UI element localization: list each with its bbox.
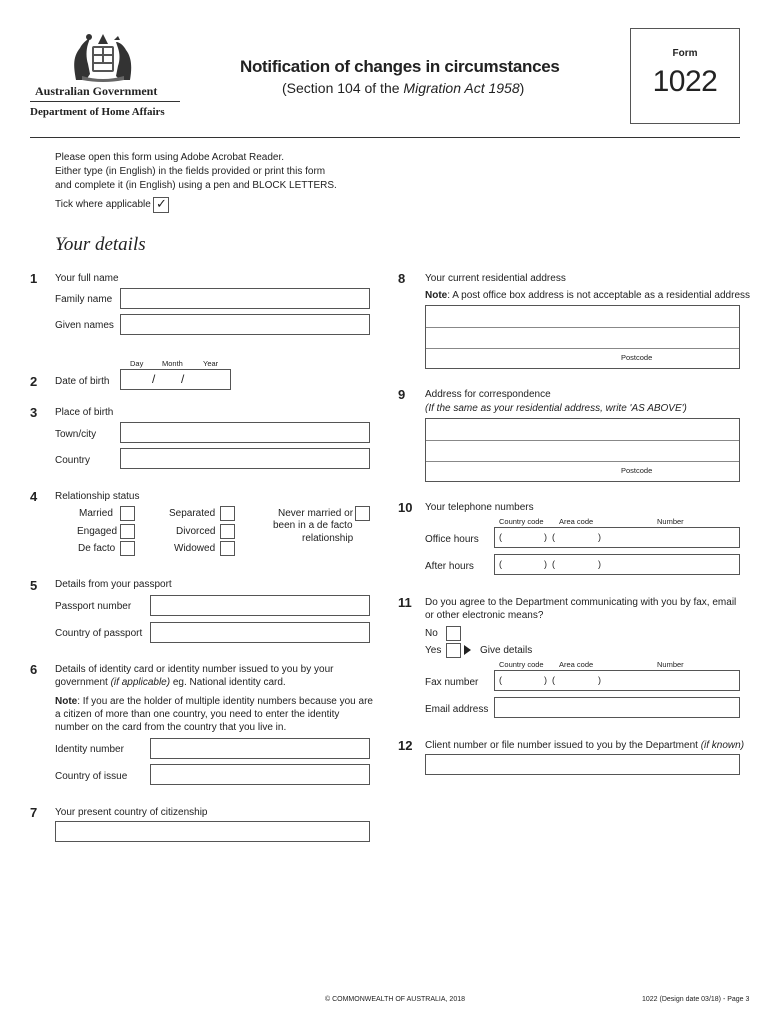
dob-year-caption: Year [203, 359, 219, 368]
subtitle-act: Migration Act 1958 [403, 80, 520, 96]
residential-postcode-caption: Postcode [621, 353, 653, 362]
id-country-label: Country of issue [55, 771, 128, 782]
family-name-input[interactable] [120, 288, 370, 309]
after-paren-open: ( [499, 559, 502, 569]
q6-label-line-2 [55, 677, 286, 688]
dob-day-caption: Day [130, 359, 144, 368]
q4-number: 4 [30, 489, 38, 504]
q11-label-line-1: Do you agree to the Department communicating with you by fax, email [425, 597, 737, 608]
passport-country-label: Country of passport [55, 628, 143, 639]
fax-number-label: Fax number [425, 677, 479, 688]
married-checkbox[interactable] [120, 506, 135, 521]
after-hours-phone-input[interactable] [494, 554, 740, 575]
q8-note [425, 290, 750, 301]
fax-area-code-caption: Area code [559, 660, 594, 669]
identity-number-input[interactable] [150, 738, 370, 759]
q2-number: 2 [30, 374, 38, 389]
q8-label: Your current residential address [425, 273, 566, 284]
passport-country-input[interactable] [150, 622, 370, 643]
dept-name: Department of Home Affairs [30, 106, 165, 118]
married-label: Married [79, 508, 113, 519]
electronic-yes-checkbox[interactable] [446, 643, 461, 658]
defacto-label: De facto [78, 543, 116, 554]
form-number: 1022 [652, 65, 718, 98]
engaged-checkbox[interactable] [120, 524, 135, 539]
q11-label-line-2: or other electronic means? [425, 610, 544, 621]
subtitle-pre: (Section 104 of the [282, 80, 404, 96]
never-married-label-3: relationship [302, 533, 354, 544]
office-hours-label: Office hours [425, 534, 479, 545]
electronic-no-checkbox[interactable] [446, 626, 461, 641]
engaged-label: Engaged [77, 526, 118, 537]
office-hours-phone-input[interactable] [494, 527, 740, 548]
passport-number-input[interactable] [150, 595, 370, 616]
header-logo-divider [30, 101, 180, 102]
correspondence-postcode-caption: Postcode [621, 466, 653, 475]
widowed-checkbox[interactable] [220, 541, 235, 556]
q7-number: 7 [30, 805, 38, 820]
q9-number: 9 [398, 387, 406, 402]
phone-number-caption: Number [657, 517, 684, 526]
q12-label-text: Client number or file number issued to you by the Department [425, 740, 701, 751]
q8-note-text: : A post office box address is not acceptable as a residential address [447, 290, 751, 301]
form-label: Form [672, 48, 698, 59]
after-paren-close: ) [598, 559, 601, 569]
q3-label: Place of birth [55, 407, 114, 418]
q9-hint: (If the same as your residential address, write 'AS ABOVE') [425, 403, 687, 414]
section-title: Your details [55, 234, 146, 255]
family-name-label: Family name [55, 294, 113, 305]
q6-label-italic: (if applicable) [110, 677, 171, 688]
divorced-label: Divorced [176, 526, 216, 537]
id-country-input[interactable] [150, 764, 370, 785]
fax-number-input[interactable] [494, 670, 740, 691]
email-address-label: Email address [425, 704, 489, 715]
correspondence-address-input[interactable] [425, 418, 740, 482]
q2-label: Date of birth [55, 376, 110, 387]
yes-label: Yes [425, 645, 442, 656]
give-details-label: Give details [480, 645, 533, 656]
q6-note-line-1 [55, 696, 373, 707]
q6-label-pre: government [55, 677, 111, 688]
given-names-input[interactable] [120, 314, 370, 335]
after-hours-label: After hours [425, 561, 474, 572]
coat-of-arms-logo [68, 30, 138, 82]
fax-paren-close: ) [598, 675, 601, 685]
residential-address-line-divider-2 [426, 348, 739, 349]
no-label: No [425, 628, 438, 639]
q3-number: 3 [30, 405, 38, 420]
q10-label: Your telephone numbers [425, 502, 534, 513]
office-paren-mid: ) ( [544, 532, 555, 542]
gov-name: Australian Government [35, 84, 158, 98]
q6-label-line-1: Details of identity card or identity number issued to you by your [55, 664, 334, 675]
q6-note-bold: Note [55, 696, 78, 707]
never-married-label-1: Never married or [278, 508, 354, 519]
citizenship-input[interactable] [55, 821, 370, 842]
q5-number: 5 [30, 578, 38, 593]
defacto-checkbox[interactable] [120, 541, 135, 556]
fax-paren-open: ( [499, 675, 502, 685]
q7-label: Your present country of citizenship [55, 807, 208, 818]
q8-number: 8 [398, 271, 406, 286]
email-address-input[interactable] [494, 697, 740, 718]
separated-label: Separated [169, 508, 216, 519]
office-paren-open: ( [499, 532, 502, 542]
dob-separator-2: / [181, 372, 185, 386]
never-married-label-2: been in a de facto [273, 520, 353, 531]
correspondence-address-line-divider-2 [426, 461, 739, 462]
fax-country-code-caption: Country code [499, 660, 544, 669]
q9-label: Address for correspondence [425, 389, 551, 400]
q11-number: 11 [398, 595, 412, 610]
tick-example-checkbox [153, 197, 169, 213]
q6-note-line-3: number on the card from the country that you live in. [55, 722, 287, 733]
q6-label-post: eg. National identity card. [170, 677, 286, 688]
town-city-label: Town/city [55, 429, 97, 440]
residential-address-input[interactable] [425, 305, 740, 369]
given-names-label: Given names [55, 320, 114, 331]
q10-number: 10 [398, 500, 413, 515]
form-number-box [630, 28, 740, 124]
q5-label: Details from your passport [55, 579, 172, 590]
q12-number: 12 [398, 738, 413, 753]
birth-country-label: Country [55, 455, 91, 466]
q8-note-bold: Note [425, 290, 448, 301]
footer-copyright: © COMMONWEALTH OF AUSTRALIA, 2018 [325, 996, 465, 1003]
page-title: Notification of changes in circumstances [240, 57, 560, 76]
client-number-input[interactable] [425, 754, 740, 775]
instruction-line-2: Either type (in English) in the fields provided or print this form [55, 166, 326, 177]
q6-note-line-2: a citizen of more than one country, you need to enter the identity [55, 709, 340, 720]
widowed-label: Widowed [174, 543, 216, 554]
subtitle-post: ) [519, 80, 525, 96]
q12-label-italic: (if known) [700, 740, 745, 751]
phone-area-code-caption: Area code [559, 517, 594, 526]
q12-label [425, 740, 744, 751]
town-city-input[interactable] [120, 422, 370, 443]
birth-country-input[interactable] [120, 448, 370, 469]
office-paren-close: ) [598, 532, 601, 542]
dob-separator-1: / [152, 372, 156, 386]
identity-number-label: Identity number [55, 744, 124, 755]
never-married-checkbox[interactable] [355, 506, 370, 521]
q6-number: 6 [30, 662, 38, 677]
passport-number-label: Passport number [55, 601, 132, 612]
instruction-line-3: and complete it (in English) using a pen and BLOCK LETTERS. [55, 180, 337, 191]
q1-label: Your full name [55, 273, 119, 284]
tick-instruction-label: Tick where applicable [55, 199, 151, 210]
tick-mark-icon: ✓ [156, 196, 167, 211]
divorced-checkbox[interactable] [220, 524, 235, 539]
dob-month-caption: Month [162, 359, 183, 368]
after-paren-mid: ) ( [544, 559, 555, 569]
arrow-right-icon [464, 645, 471, 655]
date-of-birth-input[interactable] [120, 369, 231, 390]
phone-country-code-caption: Country code [499, 517, 544, 526]
fax-number-caption: Number [657, 660, 684, 669]
correspondence-address-line-divider [426, 440, 739, 441]
q1-number: 1 [30, 271, 38, 286]
fax-paren-mid: ) ( [544, 675, 555, 685]
footer-page-info: 1022 (Design date 03/18) - Page 3 [642, 996, 750, 1003]
residential-address-line-divider [426, 327, 739, 328]
instruction-line-1: Please open this form using Adobe Acrobat Reader. [55, 152, 285, 163]
q6-note-text: : If you are the holder of multiple identity numbers because you are [77, 696, 373, 707]
page-subtitle [282, 80, 524, 96]
q4-label: Relationship status [55, 491, 140, 502]
header-divider [30, 137, 740, 138]
separated-checkbox[interactable] [220, 506, 235, 521]
